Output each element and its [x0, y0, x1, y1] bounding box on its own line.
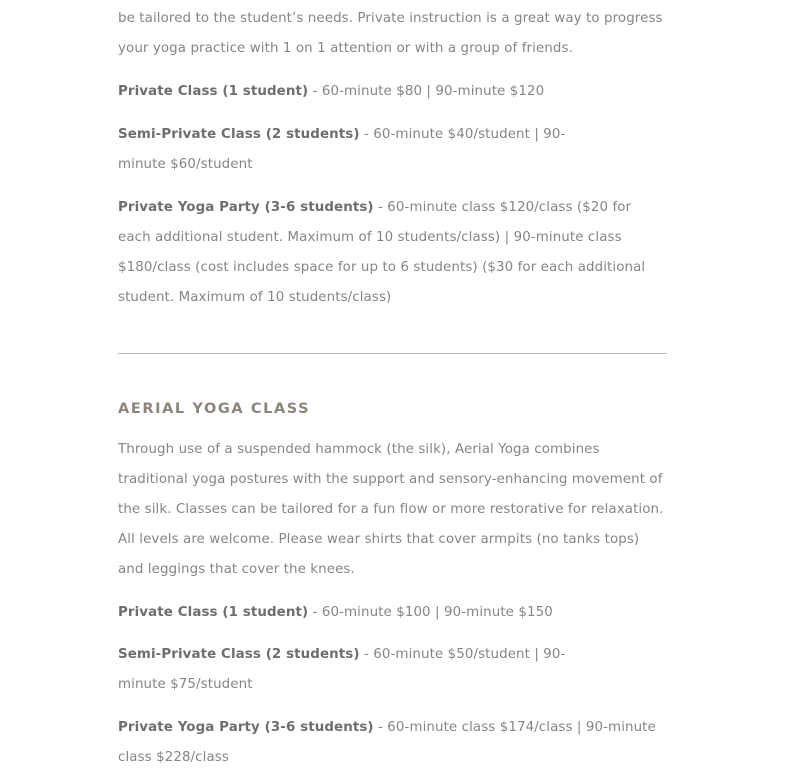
rate-detail: - 60-minute $80 | 90-minute $120	[308, 84, 545, 99]
rate-private-class	[118, 77, 667, 107]
rate-label: Private Yoga Party (3-6 students)	[118, 200, 374, 215]
rate-label: Private Yoga Party (3-6 students)	[118, 720, 374, 735]
rate-detail: - 60-minute $50/student | 90-minute $75/student	[118, 647, 566, 692]
rate-detail: - 60-minute $100 | 90-minute $150	[308, 605, 553, 620]
rate-detail: - 60-minute class $120/class ($20 for each additional student. Maximum of 10 students/class) | 90-minute class $180/class (cost includes space for up to 6 students) ($30 for each additional student. Maximum of 10 students/class)	[118, 200, 646, 305]
private-instruction-intro: be tailored to the student’s needs. Private instruction is a great way to progress your yoga practice with 1 on 1 attention or with a group of friends.	[118, 11, 663, 56]
rate-private-class	[118, 598, 667, 628]
rate-semi-private-class	[118, 640, 608, 700]
rate-label: Private Class (1 student)	[118, 605, 309, 620]
rate-private-yoga-party	[118, 713, 667, 773]
rate-detail: - 60-minute $40/student | 90-minute $60/student	[118, 127, 566, 172]
section-divider	[118, 353, 667, 354]
rate-label: Private Class (1 student)	[118, 84, 309, 99]
rate-private-yoga-party	[118, 193, 658, 313]
rate-detail: - 60-minute class $174/class | 90-minute class $228/class	[118, 720, 656, 765]
aerial-yoga-description: Through use of a suspended hammock (the silk), Aerial Yoga combines traditional yoga postures with the support and sensory-enhancing movement of the silk. Classes can be tailored for a fun flow or more restorative for relaxation. All levels are welcome. Please wear shirts that cover armpits (no tanks tops) and leggings that cover the knees.	[118, 442, 664, 577]
rate-label: Semi-Private Class (2 students)	[118, 127, 360, 142]
rate-semi-private-class	[118, 120, 608, 180]
section-title: AERIAL YOGA CLASS	[118, 401, 311, 417]
rate-label: Semi-Private Class (2 students)	[118, 647, 360, 662]
